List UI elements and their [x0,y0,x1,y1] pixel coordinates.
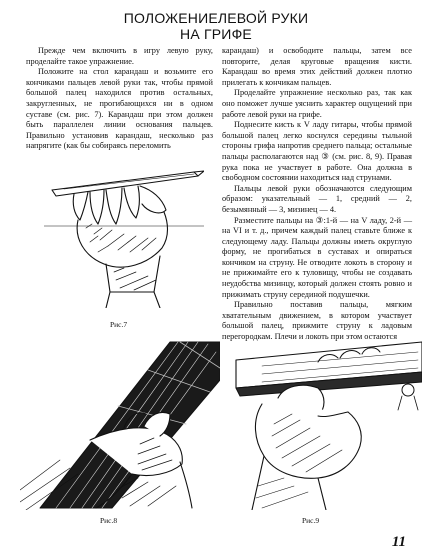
page-number: 11 [391,534,406,550]
right-text-column [222,46,412,343]
paragraph: Правильно поставив пальцы, мягким хватательным движением, в котором участвует большой палец, прижмите струну к ладовым перегородкам. Плечи и локоть при этом остаются [222,300,412,342]
figure-9-illustration [222,340,422,510]
paragraph: Поднесите кисть к V ладу гитары, чтобы прямой большой палец легко коснулся середины тыльной стороны грифа напротив среднего пальца; остальные пальцы располагаются над ③ (см. рис. 8, 9). Правая рука пока не участвует в работе. Она должна в свободном состоянии находиться над струнами. [222,120,412,183]
figure-8-illustration [20,340,220,510]
figure-9-caption: Рис.9 [302,516,320,525]
paragraph: карандаш) и освободите пальцы, затем все повторите, делая круговые вращения кисти. Карандаш во время этих действий должен плотно прилегать к кончикам пальцев. [222,46,412,87]
paragraph: Прежде чем включить в игру левую руку, проделайте такое упражнение. [26,46,213,66]
paragraph: Разместите пальцы на ③:1-й — на V ладу, 2-й — на VI и т. д., причем каждый палец ставьте ближе к следующему ладу. Пальцы должны иметь округлую форму, не прогибаться в суставах и опираться кончиком на струну. Не отводите локоть в сторону и не прижимайте его к туловищу, чтобы не создавать неудобства мизинцу, который должен стоять ровно и прижимать струну серединой подушечки. [222,215,412,299]
figure-7-illustration [44,168,204,308]
paragraph: Проделайте упражнение несколько раз, так как оно поможет лучше уяснить характер ощущений при работе левой руки на грифе. [222,88,412,119]
figure-8-caption: Рис.8 [100,516,118,525]
paragraph: Положите на стол карандаш и возьмите его кончиками пальцев левой руки так, чтобы прямой большой палец находился против остальных, закругленных, не прогибающихся ни в одном суставе (см. рис. 7). Карандаш при этом должен быть параллелен линии основания пальцев. Правильно установив карандаш, несколько раз напрягите (как бы собираясь переломить [26,67,213,151]
left-text-column [26,46,213,152]
paragraph: Пальцы левой руки обозначаются следующим образом: указательный — 1, средний — 2, безымянный — 3, мизинец — 4. [222,183,412,214]
page-title-line-2: НА ГРИФЕ [180,26,252,42]
figure-7-caption: Рис.7 [110,320,128,329]
page-title-line-1: ПОЛОЖЕНИЕЛЕВОЙ РУКИ [123,10,309,26]
